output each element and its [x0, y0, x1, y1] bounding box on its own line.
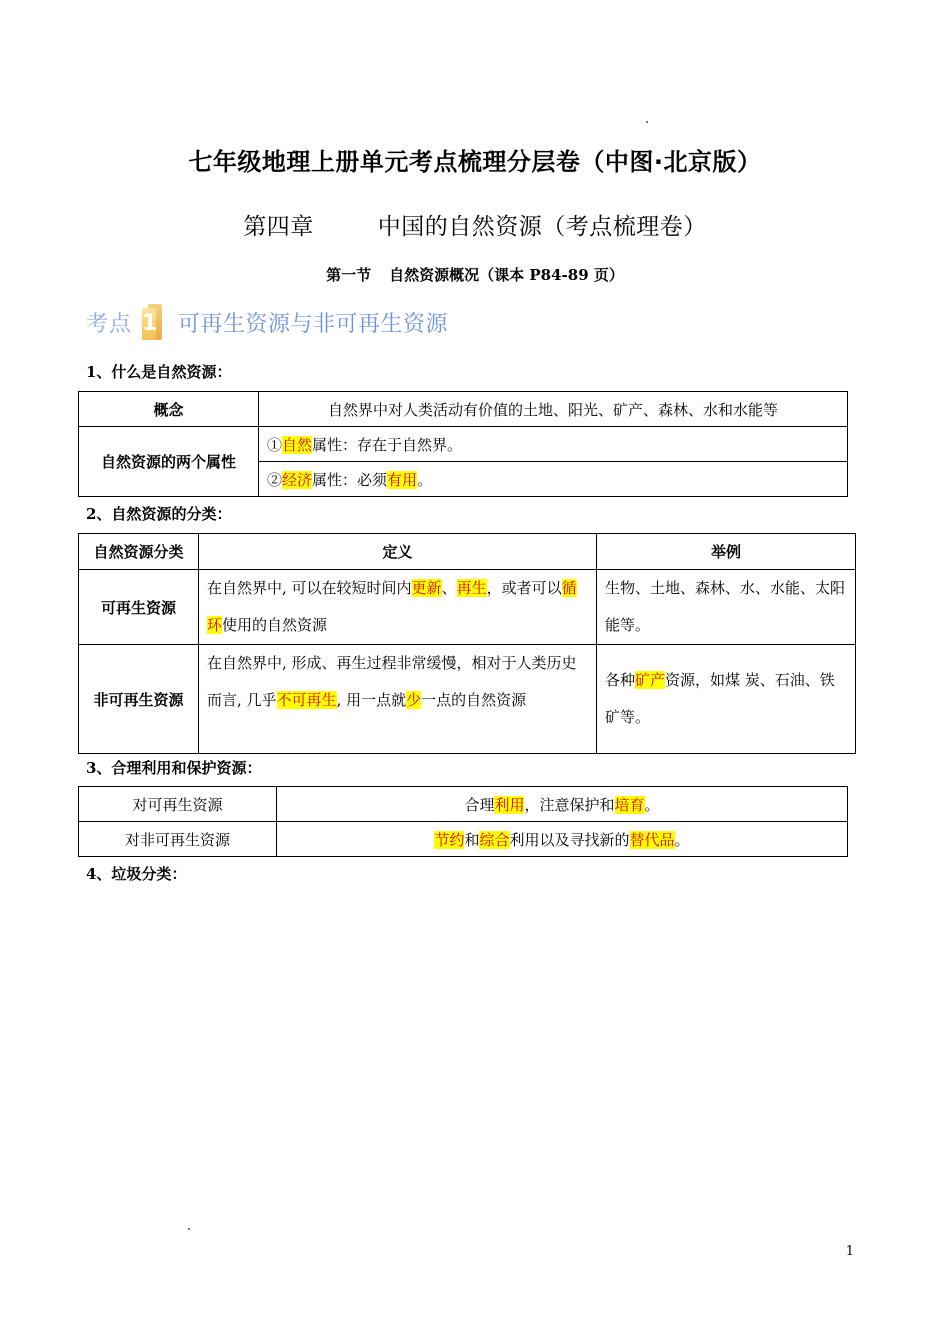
text-span: 。: [644, 795, 660, 814]
highlight-span: 不可再生: [276, 691, 337, 709]
nonrenewable-use-value: [277, 822, 848, 857]
text-span: ，或者可以: [486, 579, 562, 597]
highlight-span: 培育: [614, 795, 645, 814]
text-span: 。: [674, 830, 690, 849]
renewable-definition: [199, 570, 597, 645]
kaodian-banner: [86, 302, 448, 342]
renewable-use-label: 对可再生资源: [79, 787, 277, 822]
text-span: 和: [464, 830, 480, 849]
text-span: 资源，如煤 炭、石油、铁矿等。: [605, 671, 835, 726]
table-row: [79, 645, 856, 754]
speck-bottom: [188, 1228, 190, 1230]
resource-classification-table: [78, 533, 856, 754]
text-span: 使用的自然资源: [222, 616, 328, 634]
highlight-span: 替代品: [629, 830, 675, 849]
nonrenewable-use-label: 对非可再生资源: [79, 822, 277, 857]
document-title: 七年级地理上册单元考点梳理分层卷（中图·北京版）: [188, 148, 762, 176]
section-name: 自然资源概况（课本 P84-89 页）: [389, 266, 624, 284]
header-definition: 定义: [199, 534, 597, 570]
kaodian-number-badge: [142, 304, 164, 340]
attr1-cell: [259, 427, 848, 462]
kaodian-number: 1: [142, 308, 156, 340]
text-span: 在自然界中, 形成、再生过程非常缓慢，相对于人类历史而言, 几乎: [207, 654, 577, 709]
attr2-mid: 属性：必须: [312, 470, 388, 489]
highlight-span: 再生: [456, 579, 487, 597]
text-span: ，注意保护和: [524, 795, 615, 814]
q1-heading: 1、什么是自然资源：: [86, 363, 232, 381]
concept-label: 概念: [79, 392, 259, 427]
attr2-cell: [259, 462, 848, 497]
highlight-span: 节约: [434, 830, 465, 849]
attr1-rest: 属性：存在于自然界。: [312, 435, 463, 454]
resource-use-table: [78, 786, 848, 857]
table-row: [79, 822, 848, 857]
kaodian-label: 考点: [86, 311, 133, 337]
renewable-name: 可再生资源: [79, 570, 199, 645]
attr1-highlight: 自然: [282, 435, 313, 454]
section-title: [0, 264, 950, 285]
chapter-number: 第四章: [243, 214, 314, 240]
renewable-use-value: [277, 787, 848, 822]
table-row: [79, 392, 848, 427]
nonrenewable-definition: [199, 645, 597, 754]
table-row: [79, 427, 848, 462]
table-row: [79, 570, 856, 645]
highlight-span: 少: [406, 691, 422, 709]
attr2-end: 。: [417, 470, 433, 489]
text-span: 合理: [464, 795, 495, 814]
table-row: [79, 787, 848, 822]
nonrenewable-name: 非可再生资源: [79, 645, 199, 754]
page-number: 1: [845, 1244, 854, 1259]
attr2-highlight-2: 有用: [387, 470, 418, 489]
attr-label: 自然资源的两个属性: [79, 427, 259, 497]
speck-top: [646, 121, 648, 123]
q2-heading: 2、自然资源的分类：: [86, 505, 232, 523]
text-span: 、: [441, 579, 457, 597]
nonrenewable-example: [597, 645, 856, 754]
kaodian-text: 可再生资源与非可再生资源: [178, 311, 449, 337]
renewable-example: 生物、土地、森林、水、水能、太阳能等。: [597, 570, 856, 645]
highlight-span: 综合: [479, 830, 510, 849]
chapter-title: [0, 208, 950, 241]
chapter-name: 中国的自然资源（考点梳理卷）: [377, 214, 707, 240]
highlight-span: 循环: [207, 579, 577, 634]
q3-heading: 3、合理利用和保护资源：: [86, 759, 262, 777]
highlight-span: 利用: [494, 795, 525, 814]
highlight-span: 矿产: [635, 671, 666, 689]
header-category: 自然资源分类: [79, 534, 199, 570]
text-span: 在自然界中, 可以在较短时间内: [207, 579, 412, 597]
text-span: , 用一点就: [336, 691, 407, 709]
attr2-prefix: ②: [267, 470, 283, 489]
attr1-prefix: ①: [267, 435, 283, 454]
concept-value: 自然界中对人类活动有价值的土地、阳光、矿产、森林、水和水能等: [259, 392, 848, 427]
table-header-row: [79, 534, 856, 570]
q4-heading: 4、垃圾分类：: [86, 865, 187, 883]
attr2-highlight: 经济: [282, 470, 313, 489]
natural-resource-concept-table: [78, 391, 848, 497]
section-number: 第一节: [326, 266, 372, 284]
text-span: 一点的自然资源: [421, 691, 527, 709]
header-example: 举例: [597, 534, 856, 570]
text-span: 各种: [605, 671, 636, 689]
highlight-span: 更新: [411, 579, 442, 597]
text-span: 利用以及寻找新的: [509, 830, 630, 849]
